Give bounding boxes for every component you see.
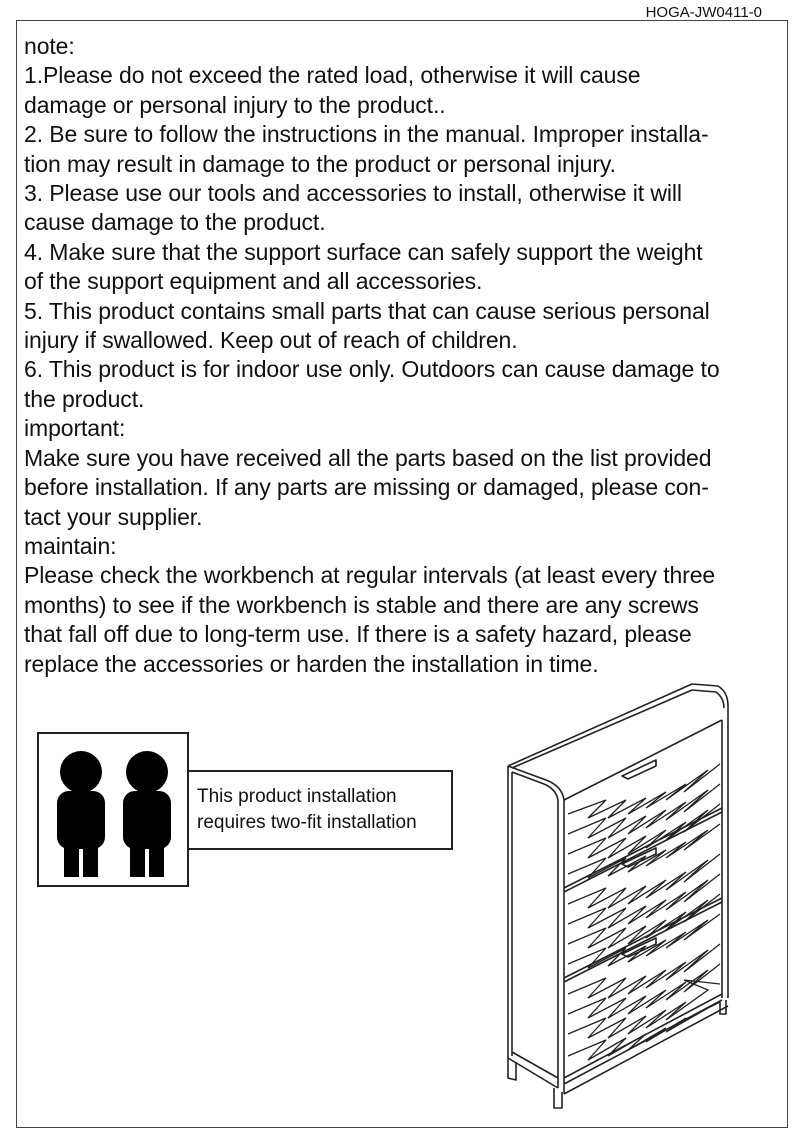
note-line: 3. Please use our tools and accessories to install, otherwise it will — [24, 180, 682, 207]
two-person-icon-box — [37, 732, 189, 887]
maintain-line: Please check the workbench at regular intervals (at least every three — [24, 562, 716, 589]
note-line: 4. Make sure that the support surface can safely support the weight — [24, 238, 703, 265]
maintain-line: replace the accessories or harden the installation in time. — [24, 650, 599, 677]
installation-note-box — [187, 770, 453, 850]
maintain-line: months) to see if the workbench is stable and there are any screws — [24, 591, 699, 618]
note-line: the product. — [24, 385, 145, 412]
maintain-heading: maintain: — [24, 532, 117, 559]
important-line: Make sure you have received all the parts based on the list provided — [24, 444, 712, 471]
note-line: of the support equipment and all accessories. — [24, 268, 483, 295]
note-line: cause damage to the product. — [24, 209, 326, 236]
note-line: injury if swallowed. Keep out of reach of children. — [24, 327, 518, 354]
shoe-cabinet-illustration — [496, 668, 746, 1113]
note-line: 5. This product contains small parts that can cause serious personal — [24, 297, 710, 324]
document-code: HOGA-JW0411-0 — [645, 4, 762, 21]
note-line: 2. Be sure to follow the instructions in the manual. Improper installa- — [24, 121, 709, 148]
note-line: damage or personal injury to the product.. — [24, 91, 446, 118]
important-line: before installation. If any parts are missing or damaged, please con- — [24, 474, 709, 501]
installation-note-line: requires two-fit installation — [197, 812, 417, 833]
instructions-text — [24, 32, 784, 679]
note-line: tion may result in damage to the product or personal injury. — [24, 150, 616, 177]
two-person-icon — [39, 734, 187, 885]
installation-note-line: This product installation — [197, 786, 397, 807]
note-line: 1.Please do not exceed the rated load, otherwise it will cause — [24, 62, 641, 89]
maintain-line: that fall off due to long-term use. If there is a safety hazard, please — [24, 621, 692, 648]
note-heading: note: — [24, 33, 75, 59]
important-line: tact your supplier. — [24, 503, 203, 530]
note-line: 6. This product is for indoor use only. Outdoors can cause damage to — [24, 356, 720, 383]
important-heading: important: — [24, 415, 126, 442]
